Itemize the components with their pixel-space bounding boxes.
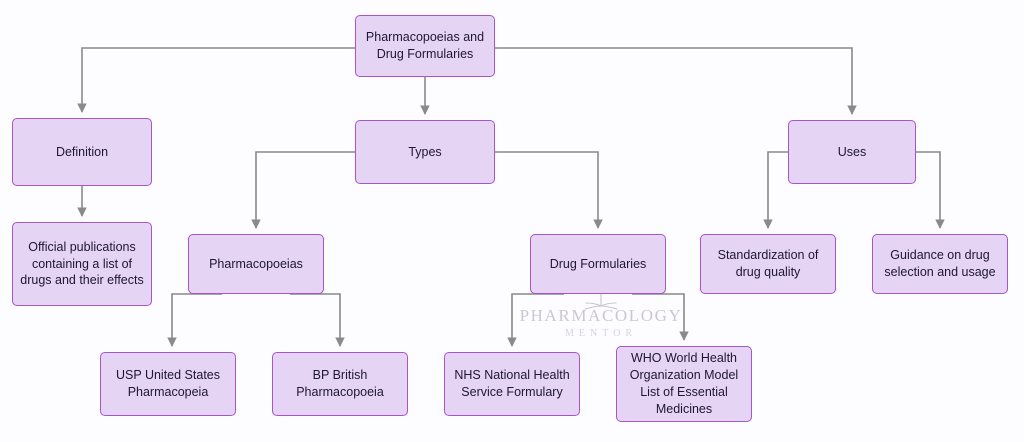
- node-pharmacopoeias-label: Pharmacopoeias: [209, 256, 303, 271]
- node-bp-label: BP British Pharmacopoeia: [296, 368, 384, 399]
- node-uses-label: Uses: [837, 144, 867, 159]
- node-uses[interactable]: [788, 120, 916, 184]
- node-nhs-label: NHS National Health Service Formulary: [454, 368, 570, 399]
- node-standardization[interactable]: [700, 234, 836, 294]
- node-usp-label: USP United States Pharmacopeia: [116, 368, 220, 399]
- node-guidance[interactable]: [872, 234, 1008, 294]
- node-pharmacopoeias[interactable]: [188, 234, 324, 294]
- node-guidance-label: Guidance on drug selection and usage: [884, 248, 996, 279]
- node-usp[interactable]: [100, 352, 236, 416]
- node-definition-label: Definition: [55, 144, 109, 159]
- node-who-label: WHO World Health Organization Model List of Essential Medicines: [629, 351, 739, 416]
- node-bp[interactable]: [272, 352, 408, 416]
- node-root[interactable]: [355, 15, 495, 77]
- node-definition[interactable]: [12, 118, 152, 186]
- node-nhs[interactable]: [444, 352, 580, 416]
- node-root-label: Pharmacopoeias and Drug Formularies: [365, 30, 485, 61]
- node-standardization-label: Standardization of drug quality: [717, 248, 819, 279]
- watermark-subtext: MENTOR: [564, 328, 638, 339]
- node-who[interactable]: [616, 346, 752, 422]
- node-types-label: Types: [408, 144, 442, 159]
- node-definition-detail-label: Official publications containing a list of drugs and their effects: [20, 239, 144, 288]
- node-types[interactable]: [355, 120, 495, 184]
- node-definition-detail[interactable]: [12, 222, 152, 306]
- node-drug-formularies-label: Drug Formularies: [549, 256, 647, 271]
- watermark-text: PHARMACOLOGY: [519, 306, 683, 325]
- node-drug-formularies[interactable]: [530, 234, 666, 294]
